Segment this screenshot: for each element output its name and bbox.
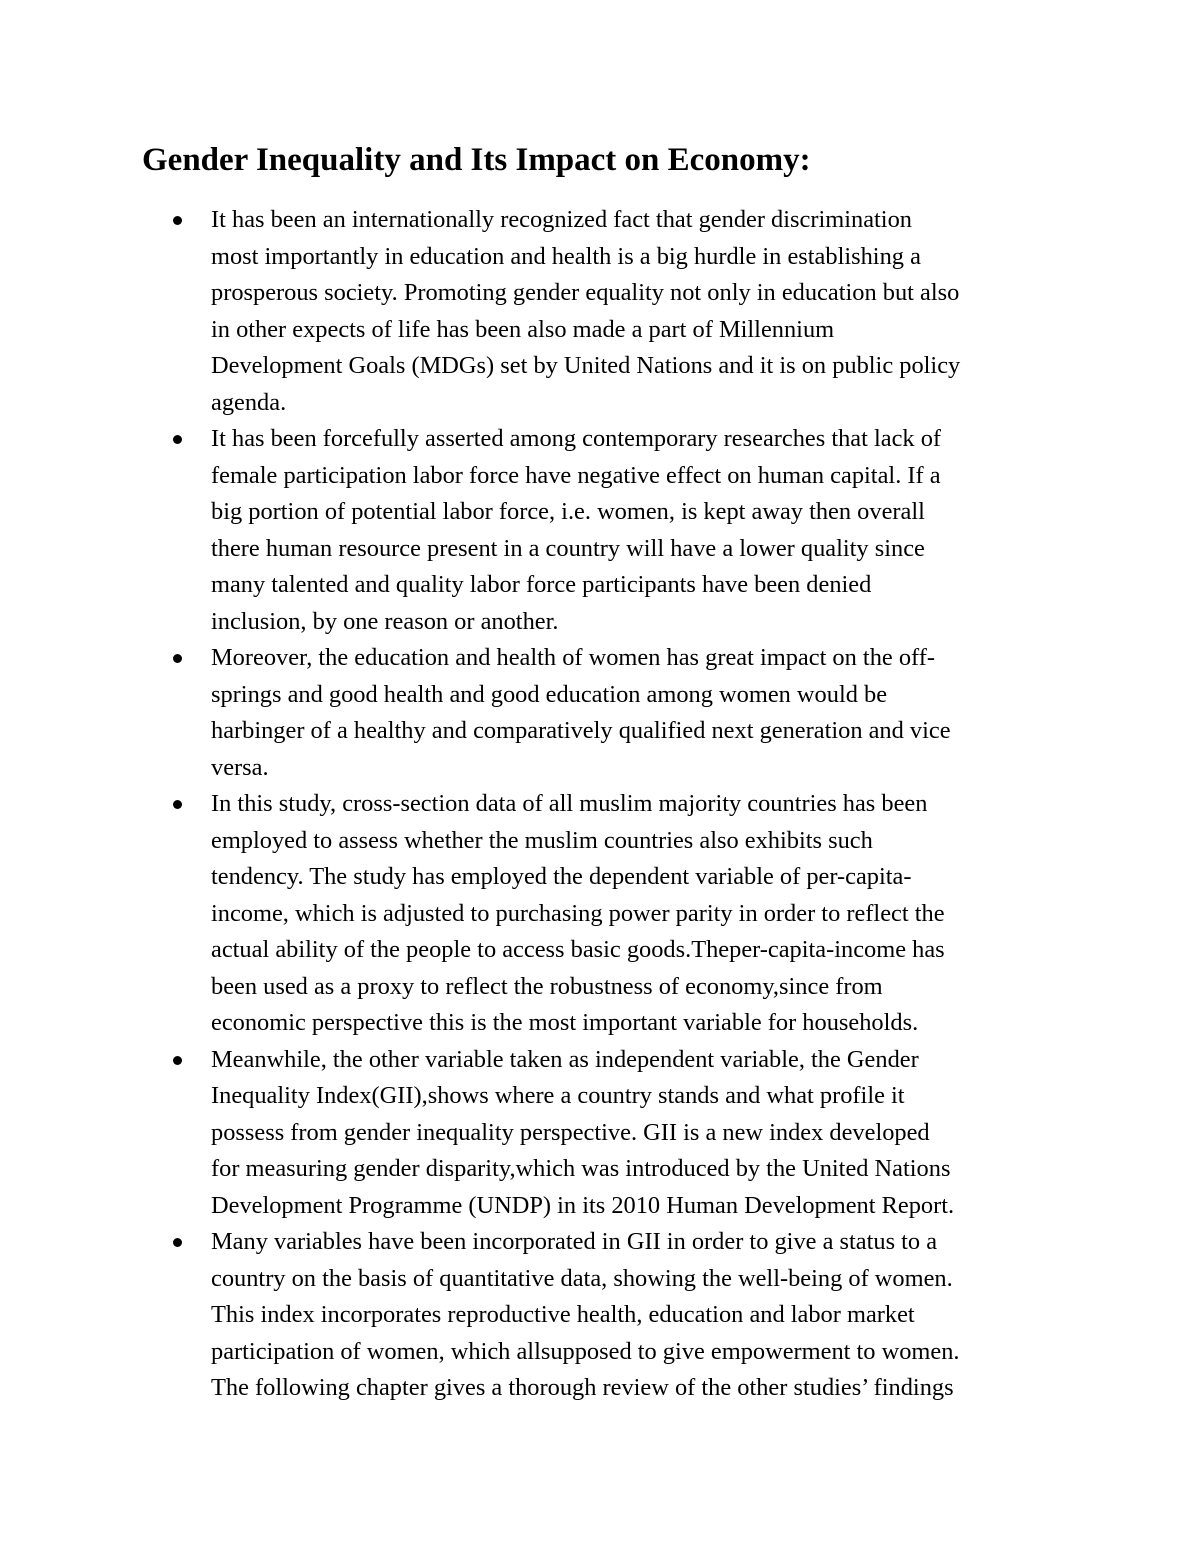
bullet-icon xyxy=(173,800,182,809)
text-line: tendency. The study has employed the dependent variable of per-capita- xyxy=(211,863,912,890)
text-line: Meanwhile, the other variable taken as independent variable, the Gender xyxy=(211,1045,919,1073)
text-line: Many variables have been incorporated in GII in order to give a status to a xyxy=(211,1228,938,1255)
text-line: big portion of potential labor force, i.e. women, is kept away then overall xyxy=(211,498,925,525)
bullet-icon xyxy=(173,435,182,444)
text-line: Development Programme (UNDP) in its 2010 Human Development Report. xyxy=(211,1191,955,1219)
text-line: prosperous society. Promoting gender equality not only in education but also xyxy=(211,279,960,306)
text-line: versa. xyxy=(211,753,269,781)
text-line: income, which is adjusted to purchasing power parity in order to reflect the xyxy=(211,899,945,927)
text-line: most importantly in education and health is a big hurdle in establishing a xyxy=(211,242,921,270)
bullet-item xyxy=(211,1224,1071,1407)
text-line: inclusion, by one reason or another. xyxy=(211,607,559,635)
bullet-icon xyxy=(173,216,182,225)
text-line: possess from gender inequality perspective. GII is a new index developed xyxy=(211,1118,930,1146)
text-line: It has been an internationally recognized fact that gender discrimination xyxy=(211,206,912,233)
text-line: It has been forcefully asserted among contemporary researches that lack of xyxy=(211,425,942,452)
document-title: Gender Inequality and Its Impact on Economy: xyxy=(142,142,811,178)
text-line: Development Goals (MDGs) set by United Nations and it is on public policy xyxy=(211,352,961,379)
text-line: been used as a proxy to reflect the robustness of economy,since from xyxy=(211,972,883,1000)
text-line: Inequality Index(GII),shows where a country stands and what profile it xyxy=(211,1082,905,1109)
text-line: country on the basis of quantitative data, showing the well-being of women. xyxy=(211,1264,953,1292)
text-line: harbinger of a healthy and comparatively qualified next generation and vice xyxy=(211,717,951,744)
bullet-icon xyxy=(173,654,182,663)
text-line: This index incorporates reproductive health, education and labor market xyxy=(211,1301,915,1328)
text-line: agenda. xyxy=(211,388,287,416)
text-line: for measuring gender disparity,which was introduced by the United Nations xyxy=(211,1155,951,1182)
bullet-icon xyxy=(173,1238,182,1247)
text-line: springs and good health and good education among women would be xyxy=(211,680,888,708)
bullet-item xyxy=(211,640,1071,786)
bullet-item xyxy=(211,421,1071,640)
text-line: Moreover, the education and health of women has great impact on the off- xyxy=(211,644,935,671)
text-line: actual ability of the people to access basic goods.Theper-capita-income has xyxy=(211,936,945,963)
text-line: many talented and quality labor force participants have been denied xyxy=(211,571,872,598)
bullet-item xyxy=(211,202,1071,421)
text-line: In this study, cross-section data of all muslim majority countries has been xyxy=(211,790,928,817)
text-line: female participation labor force have negative effect on human capital. If a xyxy=(211,461,941,489)
bullet-icon xyxy=(173,1056,182,1065)
text-line: there human resource present in a country will have a lower quality since xyxy=(211,534,925,562)
text-line: in other expects of life has been also made a part of Millennium xyxy=(211,315,835,343)
text-line: participation of women, which allsupposed to give empowerment to women. xyxy=(211,1337,960,1365)
text-line: The following chapter gives a thorough review of the other studies’ findings xyxy=(211,1374,954,1401)
text-line: employed to assess whether the muslim countries also exhibits such xyxy=(211,826,873,854)
bullet-item xyxy=(211,786,1071,1042)
bullet-item xyxy=(211,1042,1071,1225)
text-line: economic perspective this is the most important variable for households. xyxy=(211,1009,919,1036)
bullet-list xyxy=(211,202,1071,1407)
